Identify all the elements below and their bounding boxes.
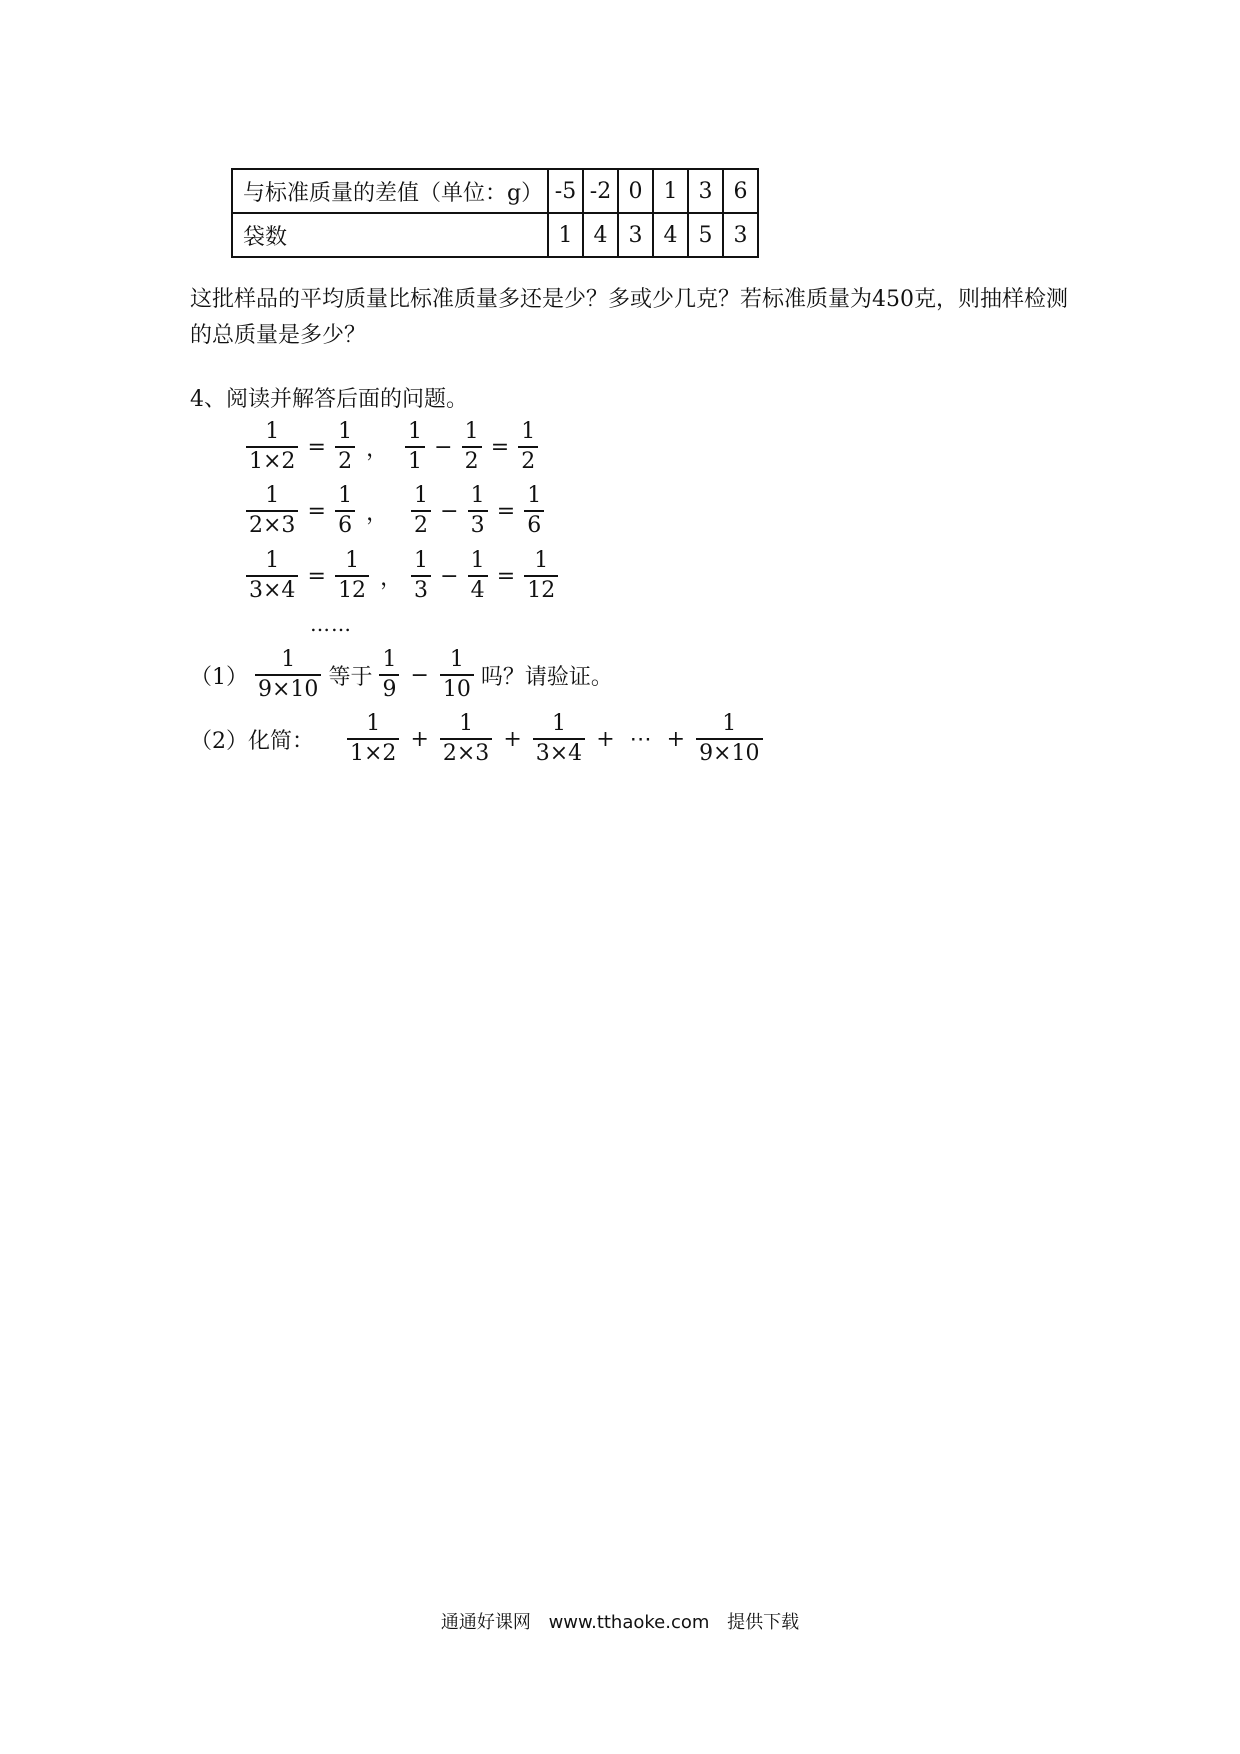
part1-label: （1） <box>190 664 248 690</box>
footer-site-name: 通通好课网 <box>440 1612 531 1633</box>
page-footer <box>0 1608 1240 1634</box>
fraction: $\frac{1}{1\times 2}$ <box>246 418 298 476</box>
fraction: $\frac{1}{3\times 4}$ <box>246 547 298 605</box>
table-row <box>232 213 758 257</box>
table-cell: 4 <box>653 213 688 257</box>
fraction: $\frac{1}{12}$ <box>335 547 369 605</box>
fraction: $\frac{1}{2}$ <box>335 418 355 476</box>
table-row <box>232 169 758 213</box>
equation-row-right <box>411 482 544 540</box>
fraction: $\frac{1}{2}$ <box>462 418 482 476</box>
table-row-label: 袋数 <box>232 213 548 257</box>
footer-suffix: 提供下载 <box>727 1612 800 1633</box>
fraction: $\frac{1}{2\times 3}$ <box>246 482 298 540</box>
table-cell: -5 <box>548 169 583 213</box>
table-cell: 0 <box>618 169 653 213</box>
table-cell: 4 <box>583 213 618 257</box>
plus-sign: + <box>503 726 522 752</box>
ellipsis: ⋯ <box>629 726 652 752</box>
question4-part2 <box>190 710 763 768</box>
part2-label: （2）化简： <box>190 728 314 754</box>
equals-sign: = <box>307 498 326 524</box>
plus-sign: + <box>410 726 429 752</box>
equals-sign: = <box>496 498 516 524</box>
comma: ， <box>366 500 389 526</box>
equation-row-left <box>246 418 388 476</box>
equals-sign: = <box>307 434 326 460</box>
part1-mid-text: 等于 <box>328 664 373 690</box>
plus-sign: + <box>666 726 686 752</box>
table-cell: 1 <box>653 169 688 213</box>
minus-sign: − <box>410 662 429 688</box>
table-cell: 6 <box>723 169 758 213</box>
equals-sign: = <box>307 563 326 589</box>
equals-sign: = <box>496 563 516 589</box>
table-cell: 1 <box>548 213 583 257</box>
question3-line1: 这批样品的平均质量比标准质量多还是少？多或少几克？若标准质量为450克，则抽样检测 <box>190 287 1068 312</box>
table-cell: 3 <box>618 213 653 257</box>
fraction: $\frac{1}{2}$ <box>518 418 538 476</box>
table-cell: -2 <box>583 169 618 213</box>
table-cell: 3 <box>723 213 758 257</box>
table-cell: 3 <box>688 169 723 213</box>
equals-sign: = <box>490 434 510 460</box>
equation-row-right <box>405 418 538 476</box>
fraction: $\frac{1}{6}$ <box>335 482 355 540</box>
fraction: $\frac{1}{3}$ <box>411 547 431 605</box>
fraction: $\frac{1}{3\times 4}$ <box>533 710 585 768</box>
equation-row-right <box>411 547 558 605</box>
question4-title: 4、阅读并解答后面的问题。 <box>190 387 468 412</box>
fraction: $\frac{1}{9\times 10}$ <box>696 710 762 768</box>
fraction: $\frac{1}{3}$ <box>468 482 488 540</box>
equation-row-left <box>246 482 388 540</box>
minus-sign: − <box>434 434 453 460</box>
fraction: $\frac{1}{12}$ <box>524 547 558 605</box>
fraction: $\frac{1}{9\times 10}$ <box>255 646 321 704</box>
table-cell: 5 <box>688 213 723 257</box>
plus-sign: + <box>596 726 615 752</box>
fraction: $\frac{1}{2}$ <box>411 482 431 540</box>
fraction: $\frac{1}{4}$ <box>468 547 488 605</box>
table-header-label: 与标准质量的差值（单位：g） <box>232 169 548 213</box>
fraction: $\frac{1}{9}$ <box>379 646 399 704</box>
footer-url[interactable]: www.tthaoke.com <box>548 1612 710 1633</box>
question4-part1 <box>190 646 613 704</box>
fraction: $\frac{1}{2\times 3}$ <box>440 710 492 768</box>
fraction: $\frac{1}{10}$ <box>440 646 474 704</box>
minus-sign: − <box>440 498 459 524</box>
ellipsis: …… <box>310 612 352 636</box>
fraction: $\frac{1}{1\times 2}$ <box>347 710 399 768</box>
fraction: $\frac{1}{1}$ <box>405 418 425 476</box>
comma: ， <box>380 565 403 591</box>
minus-sign: − <box>440 563 459 589</box>
comma: ， <box>366 436 389 462</box>
part1-tail-text: 吗？请验证。 <box>480 664 613 690</box>
equation-row-left <box>246 547 402 605</box>
question3-line2: 的总质量是多少？ <box>190 323 367 348</box>
deviation-table <box>231 168 759 258</box>
fraction: $\frac{1}{6}$ <box>524 482 544 540</box>
